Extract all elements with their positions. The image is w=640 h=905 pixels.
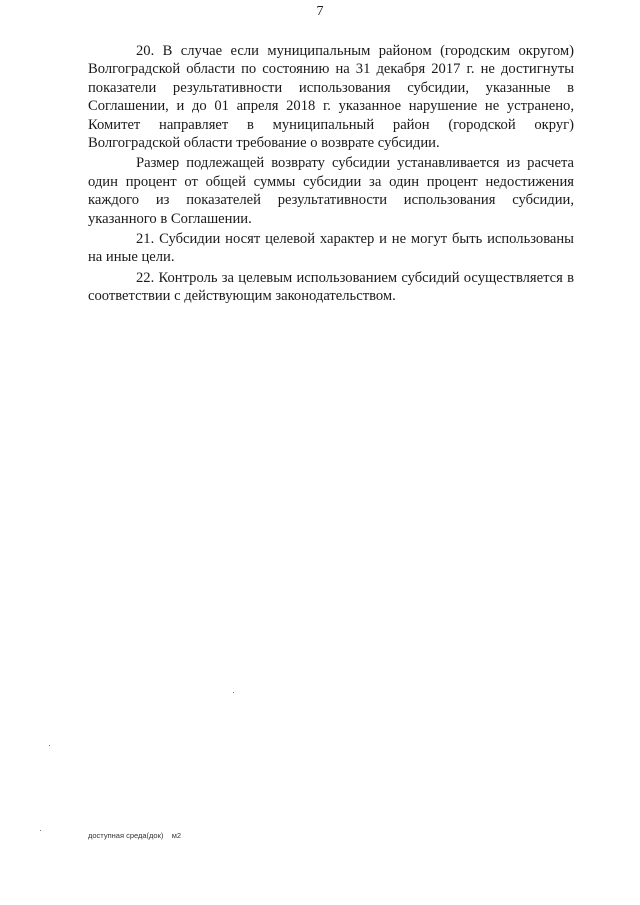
scan-speck (233, 692, 234, 693)
scan-speck (40, 830, 41, 831)
scan-speck (49, 745, 50, 746)
paragraph-21: 21. Субсидии носят целевой характер и не могут быть использованы на иные цели. (88, 231, 574, 266)
paragraph-20: 20. В случае если муниципальным районом (городским округом) Волгоградской области по состоянию на 31 декабря 2017 г. не достигнуты показатели результативности использования субсидии, указанные в Соглашении, и до 01 апреля 2018 г. указанное нарушение не устранено, Комитет направляет в муниципальный район (городской округ) Волгоградской области требование о возврате субсидии. (88, 43, 574, 152)
document-body (88, 42, 574, 308)
page-number: 7 (316, 4, 324, 19)
paragraph-refund-amount: Размер подлежащей возврату субсидии устанавливается из расчета один процент от общей суммы субсидии за один процент недостижения каждого из показателей результативности использования субсидии, указанного в Соглашении. (88, 155, 574, 227)
paragraph-22: 22. Контроль за целевым использованием субсидий осуществляется в соответствии с действующим законодательством. (88, 269, 574, 305)
footer-filename: доступная среда(док) м2 (88, 831, 182, 840)
